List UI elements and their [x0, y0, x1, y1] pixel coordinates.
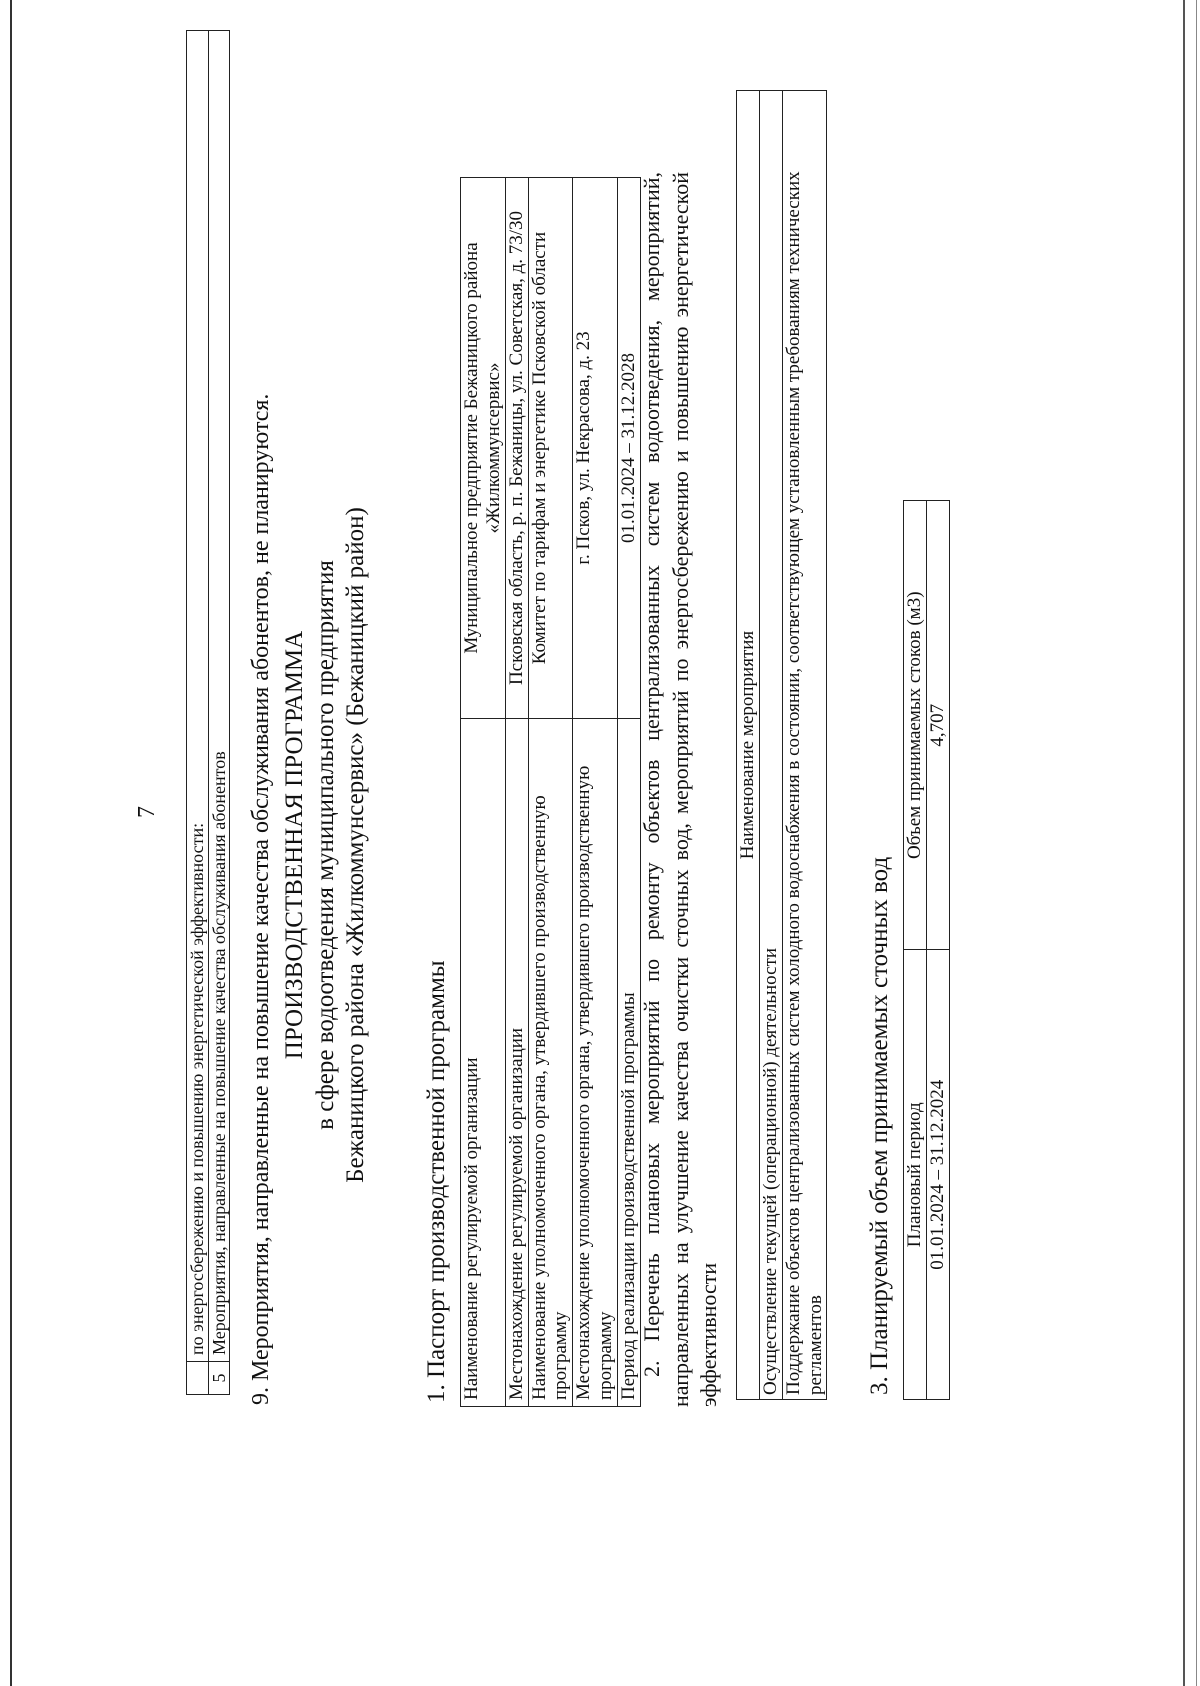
page-number: 7: [134, 806, 160, 818]
table-row: [505, 178, 528, 1407]
section-2-heading: 2. Перечень плановых мероприятий по ремонту объектов централизованных систем водоотведения, мероприятий, направленных на улучшение качества очистки сточных вод, мероприятий по энергосбережению и повышению энергетической эффективности: [639, 172, 722, 1407]
passport-value: г. Псков, ул. Некрасова, д. 23: [573, 178, 618, 719]
table-row: [759, 91, 782, 1400]
top-table: [186, 30, 230, 1395]
program-title-line1: ПРОИЗВОДСТВЕННАЯ ПРОГРАММА: [281, 630, 308, 1060]
table-row: [782, 91, 827, 1400]
measure-item: Поддержание объектов централизованных систем холодного водоснабжения в состоянии, соответствующем установленным требованиям технических регламентов: [782, 91, 827, 1400]
table-row: [208, 31, 230, 1395]
measures-header: Наименование мероприятия: [737, 91, 760, 1400]
measure-item: Осуществление текущей (операционной) деятельности: [759, 91, 782, 1400]
passport-table: [460, 177, 641, 1407]
passport-label: Наименование регулируемой организации: [461, 719, 506, 1407]
program-title: [280, 270, 372, 1420]
period-value: 01.01.2024 – 31.12.2024: [926, 950, 949, 1400]
table-row: [187, 31, 209, 1395]
row-number: [187, 1362, 209, 1395]
passport-value: Псковская область, р. п. Бежаницы, ул. Советская, д. 73/30: [505, 178, 528, 719]
table-header-row: [904, 501, 927, 1400]
passport-label: Местонахождение регулируемой организации: [505, 719, 528, 1407]
passport-value: Муниципальное предприятие Бежаницкого района «Жилкоммунсервис»: [461, 178, 506, 719]
period-header: Плановый период: [904, 950, 927, 1400]
table-row: [573, 178, 618, 1407]
row-text: Мероприятия, направленные на повышение качества обслуживания абонентов: [208, 31, 230, 1362]
section-9-heading: 9. Мероприятия, направленные на повышение качества обслуживания абонентов, не планируются.: [248, 393, 274, 1405]
passport-label: Период реализации производственной программы: [617, 719, 640, 1407]
scan-edge-right: [1183, 0, 1185, 1686]
passport-value: Комитет по тарифам и энергетике Псковской области: [528, 178, 573, 719]
row-number: 5: [208, 1362, 230, 1395]
document-page: [128, 20, 1088, 1640]
table-header-row: [737, 91, 760, 1400]
row-text: по энергосбережению и повышению энергетической эффективности:: [187, 31, 209, 1362]
table-row: [528, 178, 573, 1407]
volume-header: Объем принимаемых стоков (м3): [904, 501, 927, 951]
scan-edge-left: [10, 0, 12, 1686]
scan-edge-right-secondary: [1196, 0, 1197, 1686]
volume-value: 4,707: [926, 501, 949, 951]
program-title-line2: в сфере водоотведения муниципального предприятия: [311, 560, 339, 1130]
passport-label: Местонахождение уполномоченного органа, утвердившего производственную программу: [573, 719, 618, 1407]
passport-value: 01.01.2024 – 31.12.2028: [617, 178, 640, 719]
section-1-heading: 1. Паспорт производственной программы: [423, 960, 450, 1403]
section-3-heading: 3. Планируемый объем принимаемых сточных вод: [866, 856, 893, 1395]
measures-table: [736, 90, 827, 1400]
passport-label: Наименование уполномоченного органа, утвердившего производственную программу: [528, 719, 573, 1407]
table-row: [461, 178, 506, 1407]
program-title-line3: Бежаницкого района «Жилкоммунсервис» (Бежаницкий район): [342, 507, 369, 1183]
table-row: [617, 178, 640, 1407]
volume-table: [903, 500, 950, 1400]
table-row: [926, 501, 949, 1400]
